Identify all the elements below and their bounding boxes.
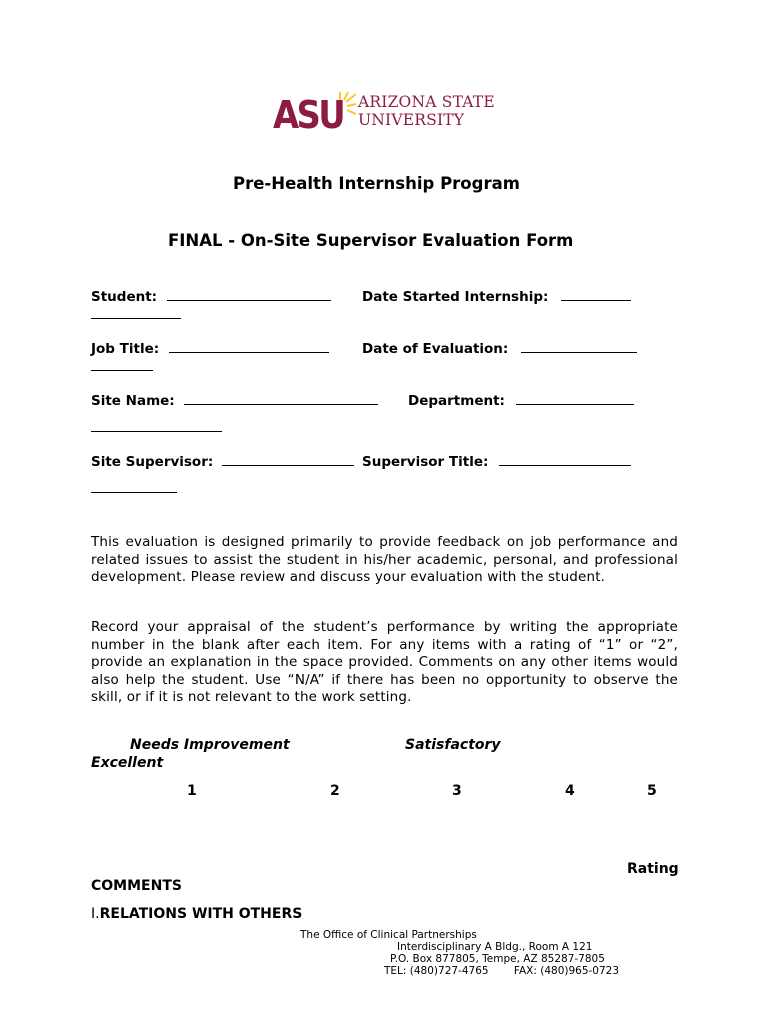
- supervisor-title-input-line[interactable]: [499, 452, 631, 466]
- instructions-paragraph-2: Record your appraisal of the student’s performance by writing the appropriate number in the blank after each item. For any items with a rating of “1” or “2”, provide an explanation in the space provided. Comments on any other items would also help the student. Use “N/A” if there has been no opportunity to observe the skill, or if it is not relevant to the work setting.: [91, 619, 678, 706]
- scale-number-5: 5: [647, 783, 657, 799]
- date-started-field: [362, 287, 631, 305]
- site-supervisor-field: [91, 452, 354, 470]
- footer-contact: [384, 965, 619, 977]
- wordmark-line1: ARIZONA STATE: [358, 93, 495, 111]
- instructions-paragraph-1: This evaluation is designed primarily to provide feedback on job performance and related issues to assist the student in his/her academic, personal, and professional development. Please review and discuss your evaluation with the student.: [91, 534, 678, 586]
- site-supervisor-input-line[interactable]: [222, 452, 354, 466]
- scale-excellent: Excellent: [91, 755, 164, 771]
- date-of-evaluation-field: [362, 339, 637, 357]
- job-title-label: Job Title:: [91, 341, 160, 357]
- site-supervisor-input-line-continued[interactable]: [91, 480, 177, 493]
- supervisor-title-label: Supervisor Title:: [362, 454, 489, 470]
- scale-needs-improvement: Needs Improvement: [130, 737, 290, 753]
- site-supervisor-label: Site Supervisor:: [91, 454, 214, 470]
- site-name-field: [91, 391, 378, 409]
- form-title: FINAL - On-Site Supervisor Evaluation Form: [168, 231, 574, 250]
- asu-mark-text: ASU: [273, 93, 344, 132]
- footer-fax: FAX: (480)965-0723: [513, 965, 620, 977]
- job-title-input-line-continued[interactable]: [91, 358, 153, 371]
- student-label: Student:: [91, 289, 158, 305]
- comments-column-label: COMMENTS: [91, 878, 182, 894]
- scale-number-1: 1: [187, 783, 197, 799]
- date-started-input-line[interactable]: [561, 287, 631, 301]
- rating-column-label: Rating: [627, 861, 679, 877]
- date-started-label: Date Started Internship:: [362, 289, 549, 305]
- scale-number-2: 2: [330, 783, 340, 799]
- section-title: RELATIONS WITH OTHERS: [99, 906, 303, 922]
- job-title-input-line[interactable]: [169, 339, 329, 353]
- asu-logo: [272, 92, 502, 132]
- wordmark-line2: UNIVERSITY: [358, 111, 465, 129]
- student-input-line-continued[interactable]: [91, 306, 181, 319]
- department-field: [408, 391, 634, 409]
- university-wordmark: [358, 93, 495, 129]
- footer-tel: TEL: (480)727-4765: [384, 965, 489, 977]
- scale-satisfactory: Satisfactory: [405, 737, 501, 753]
- section-number: I.: [91, 906, 100, 922]
- scale-number-3: 3: [452, 783, 462, 799]
- scale-number-4: 4: [565, 783, 575, 799]
- section-heading: [91, 906, 302, 922]
- job-title-field: [91, 339, 329, 357]
- program-title: Pre-Health Internship Program: [233, 174, 520, 193]
- site-name-label: Site Name:: [91, 393, 175, 409]
- department-input-line[interactable]: [516, 391, 634, 405]
- department-label: Department:: [408, 393, 505, 409]
- asu-sunburst-logo-icon: [272, 92, 356, 132]
- site-name-input-line[interactable]: [184, 391, 378, 405]
- supervisor-title-field: [362, 452, 631, 470]
- date-of-evaluation-input-line[interactable]: [521, 339, 637, 353]
- footer-office: The Office of Clinical Partnerships: [300, 929, 477, 941]
- student-input-line[interactable]: [167, 287, 331, 301]
- date-of-evaluation-label: Date of Evaluation:: [362, 341, 509, 357]
- footer-building: Interdisciplinary A Bldg., Room A 121: [397, 941, 593, 953]
- site-name-input-line-continued[interactable]: [91, 419, 222, 432]
- student-field: [91, 287, 331, 305]
- footer-po-box: P.O. Box 877805, Tempe, AZ 85287-7805: [390, 953, 605, 965]
